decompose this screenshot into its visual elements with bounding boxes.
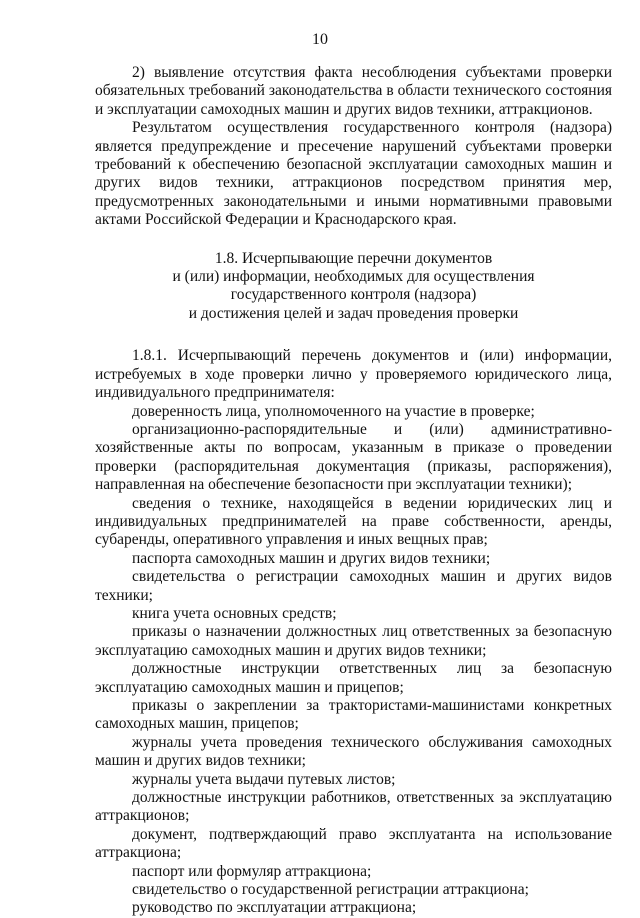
list-item: журналы учета проведения технического обслуживания самоходных машин и других видов техники; — [95, 733, 612, 770]
list-item: сведения о технике, находящейся в ведении юридических лиц и индивидуальных предпринимателей на праве собственности, аренды, субаренды, оперативного управления и иных вещных прав; — [95, 494, 612, 549]
list-item: руководство по эксплуатации аттракциона; — [132, 899, 417, 917]
paragraph-1-8-1: 1.8.1. Исчерпывающий перечень документов и (или) информации, истребуемых в ходе проверки лично у проверяемого юридического лица, индивидуального предпринимателя: — [95, 347, 612, 402]
section-heading-line: 1.8. Исчерпывающие перечни документов — [214, 249, 493, 267]
document-list — [95, 403, 612, 918]
section-heading-line: государственного контроля (надзора) — [230, 286, 477, 304]
list-item: свидетельство о государственной регистрации аттракциона; — [132, 881, 529, 899]
list-item: документ, подтверждающий право эксплуатанта на использование аттракциона; — [95, 825, 612, 862]
list-item: книга учета основных средств; — [132, 604, 337, 622]
list-item: приказы о назначении должностных лиц ответственных за безопасную эксплуатацию самоходных машин и других видов техники; — [95, 623, 612, 659]
list-item: паспорта самоходных машин и других видов техники; — [132, 549, 491, 567]
page-number: 10 — [312, 31, 328, 48]
list-item: должностные инструкции работников, ответственных за эксплуатацию аттракционов; — [95, 789, 612, 825]
section-heading — [95, 250, 612, 324]
section-heading-line: и (или) информации, необходимых для осуществления — [172, 268, 535, 286]
paragraph-result: Результатом осуществления государственного контроля (надзора) является предупреждение и пресечение нарушений субъектами проверки требований к обеспечению безопасной эксплуатации самоходных машин и других видов техники, аттракционов посредством принятия мер, предусмотренных законодательными и иными нормативными правовыми актами Российской Федерации и Краснодарского края. — [95, 119, 612, 229]
list-item: паспорт или формуляр аттракциона; — [132, 862, 372, 880]
list-item: должностные инструкции ответственных лиц за безопасную эксплуатацию самоходных машин и прицепов; — [95, 660, 612, 696]
document-body — [95, 64, 612, 918]
section-heading-line: и достижения целей и задач проведения проверки — [188, 304, 519, 322]
list-item: приказы о закреплении за трактористами-машинистами конкретных самоходных машин, прицепов; — [95, 697, 612, 733]
list-item: доверенность лица, уполномоченного на участие в проверке; — [132, 402, 535, 420]
list-item: журналы учета выдачи путевых листов; — [132, 770, 396, 788]
list-item: организационно-распорядительные и (или) административно-хозяйственные акты по вопросам, указанным в приказе о проведении проверки (распорядительная документация (приказы, распоряжения), направленная на обеспечение безопасности при эксплуатации техники); — [95, 420, 612, 494]
list-item: свидетельства о регистрации самоходных машин и других видов техники; — [95, 568, 612, 604]
paragraph-item-2: 2) выявление отсутствия факта несоблюдения субъектами проверки обязательных требований законодательства в области технического состояния и эксплуатации самоходных машин и других видов техники, аттракционов. — [95, 64, 612, 118]
